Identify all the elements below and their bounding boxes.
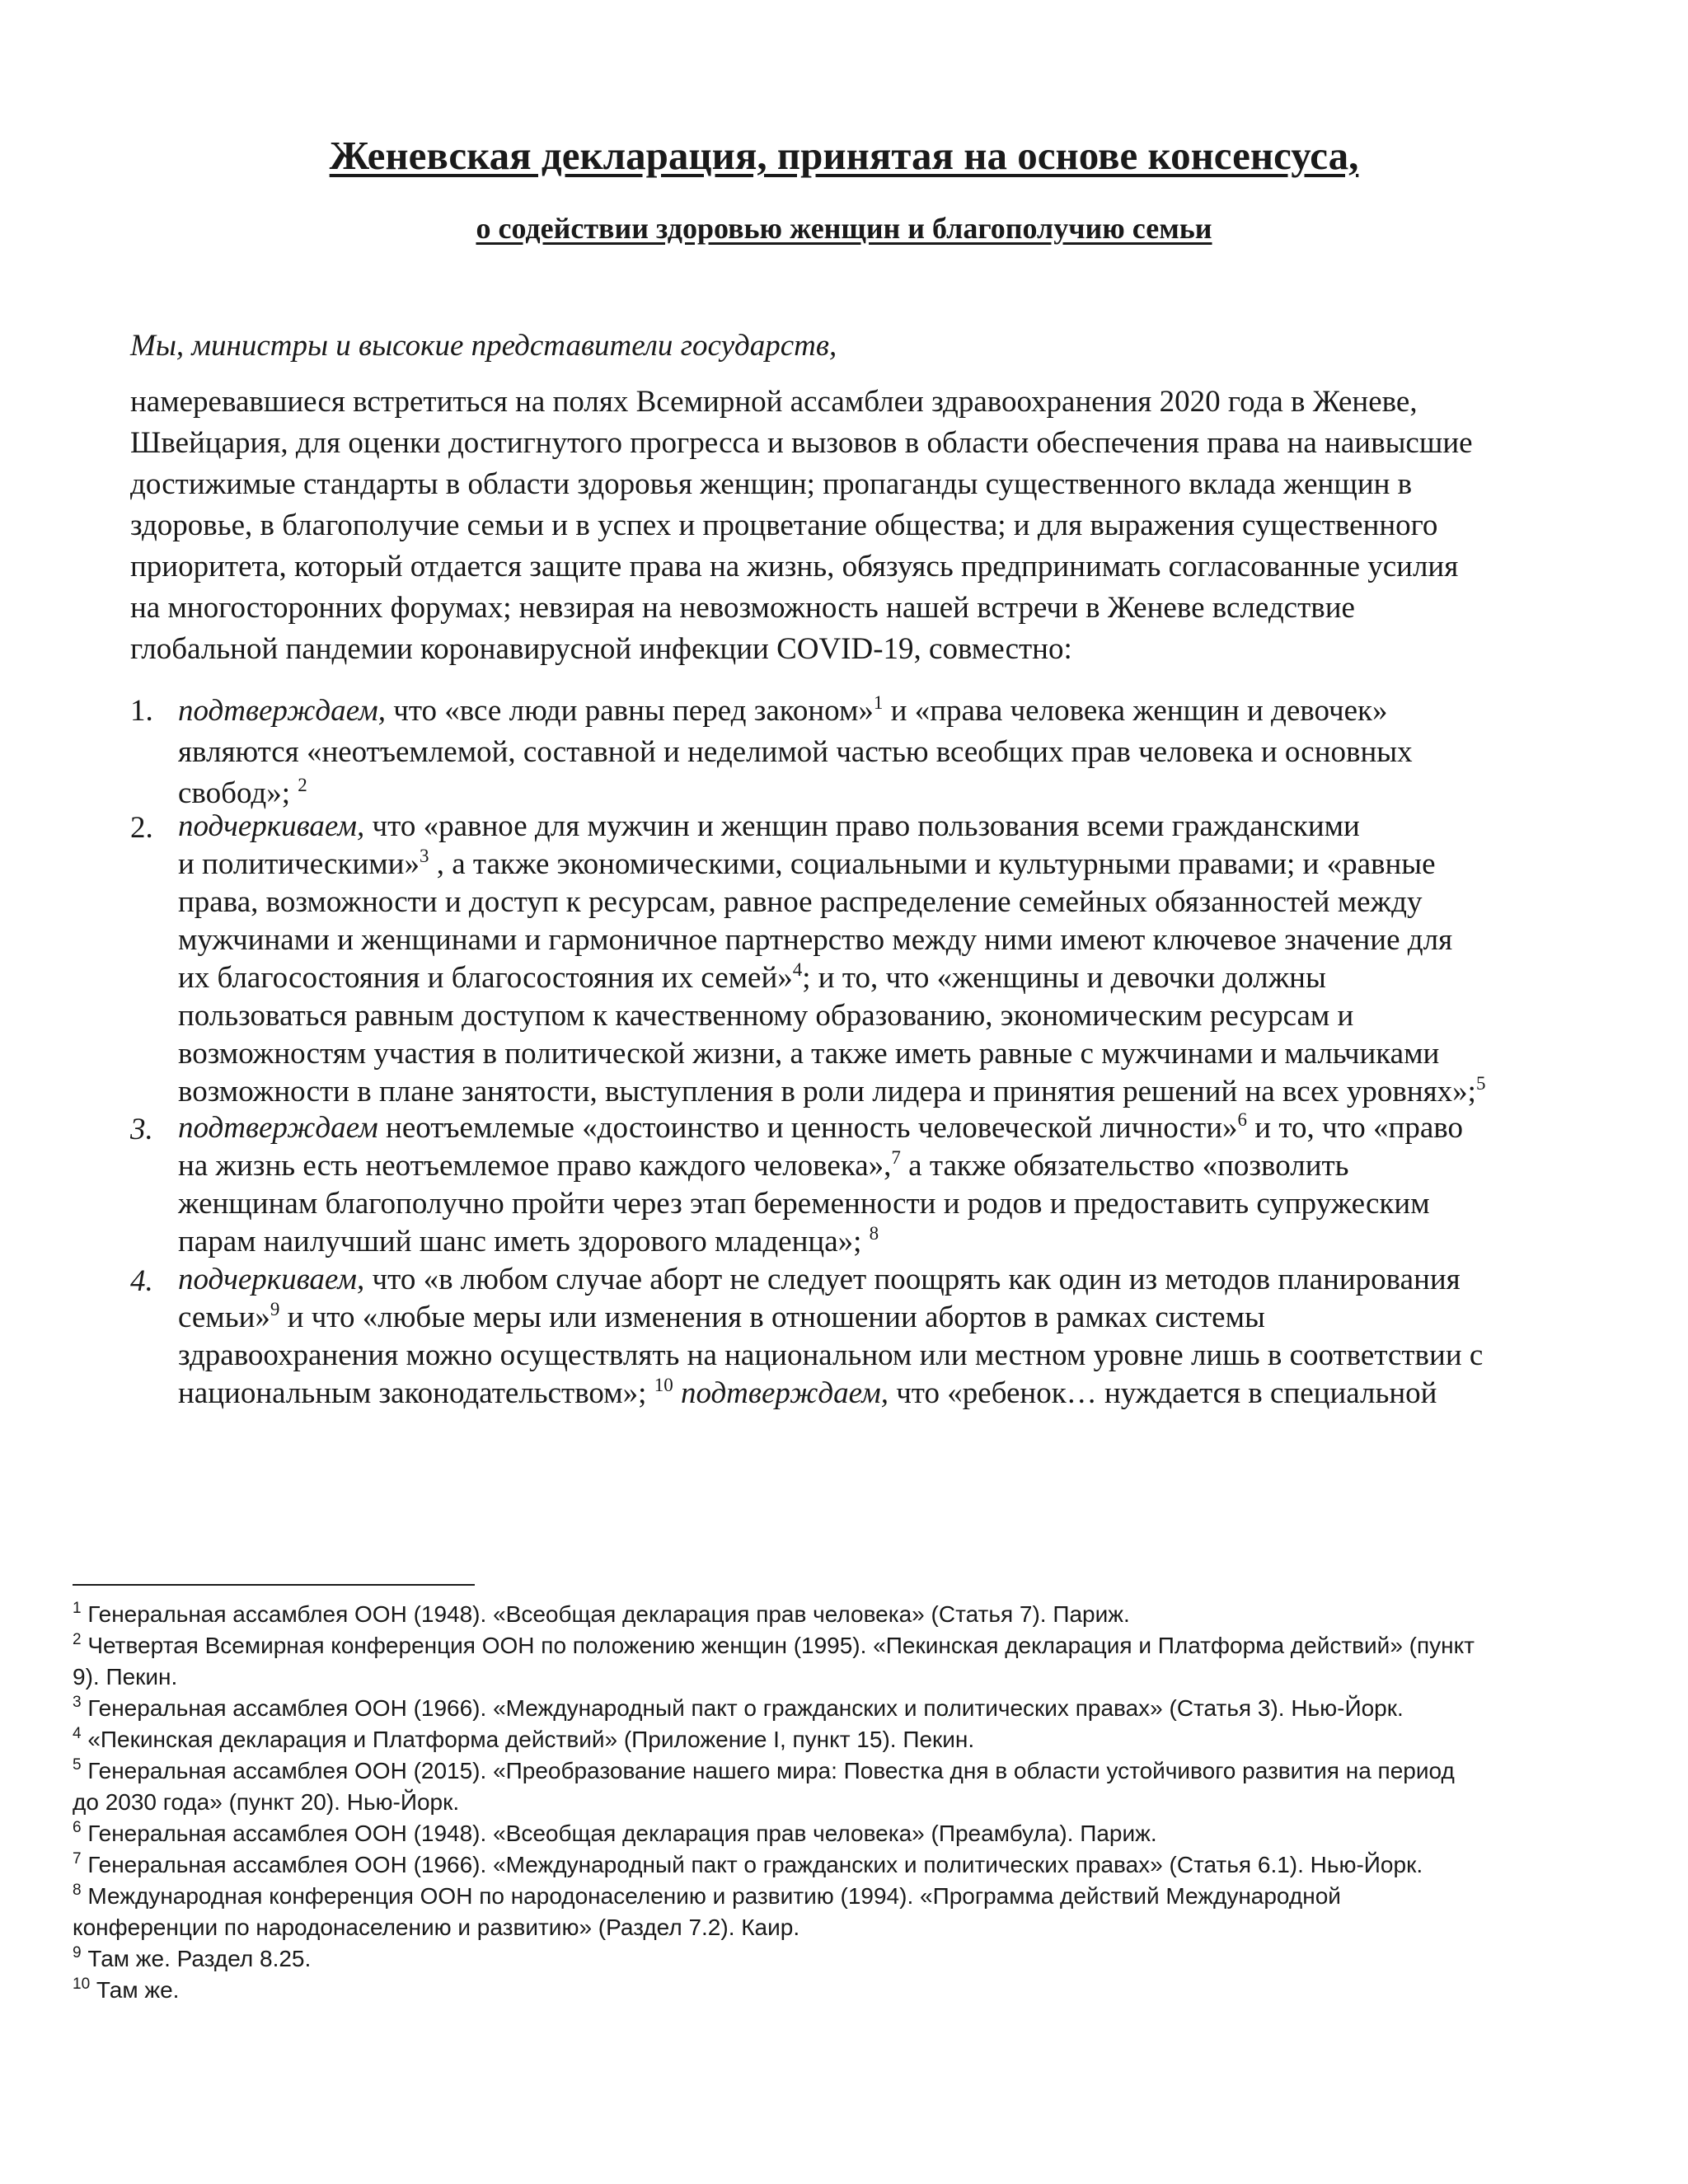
item-line: [178, 1223, 1629, 1261]
item-text: и то, что «право: [1247, 1111, 1463, 1145]
footnote: [73, 1912, 1622, 1943]
item-verb: подчеркиваем,: [178, 809, 365, 843]
item-verb: подтверждаем: [178, 1111, 378, 1145]
footnote-number: 10: [73, 1975, 91, 1993]
list-item-4: [178, 1261, 1629, 1413]
item-line: женщинам благополучно пройти через этап беременности и родов и предоставить супружеским: [178, 1187, 1430, 1221]
item-line: [178, 691, 1629, 732]
item-text: свобод»;: [178, 776, 298, 810]
footnote: [73, 1661, 1622, 1693]
document-subtitle: о содействии здоровью женщин и благополучию семьи: [476, 212, 1212, 245]
footnote-ref[interactable]: 6: [1237, 1109, 1248, 1130]
footnote: [73, 1693, 1622, 1724]
footnote-text: Генеральная ассамблея ООН (1966). «Международный пакт о гражданских и политических правах» (Статья 6.1). Нью-Йорк.: [81, 1852, 1423, 1877]
list-number: 4.: [130, 1264, 153, 1298]
footnote: [73, 1724, 1622, 1755]
item-text: а также обязательство «позволить: [900, 1149, 1349, 1183]
item-text: что «ребенок… нуждается в специальной: [888, 1376, 1437, 1410]
item-text: что «равное для мужчин и женщин право пользования всеми гражданскими: [364, 809, 1360, 843]
footnote-text: Там же.: [90, 1977, 180, 2003]
item-line: мужчинами и женщинами и гармоничное партнерство между ними имеют ключевое значение для: [178, 923, 1453, 957]
footnote-text: «Пекинская декларация и Платформа действий» (Приложение I, пункт 15). Пекин.: [81, 1727, 975, 1752]
item-verb: подтверждаем,: [178, 694, 387, 728]
footnote-ref[interactable]: 1: [873, 692, 884, 713]
footnote-ref[interactable]: 8: [869, 1223, 879, 1244]
footnote-ref[interactable]: 3: [419, 846, 429, 866]
list-item-1: [178, 691, 1629, 814]
footnote-ref[interactable]: 2: [298, 775, 307, 795]
footnote-text: Генеральная ассамблея ООН (1966). «Международный пакт о гражданских и политических правах» (Статья 3). Нью-Йорк.: [81, 1695, 1404, 1721]
item-verb: подтверждаем,: [673, 1376, 889, 1410]
footnote: [73, 1849, 1622, 1881]
item-line: здравоохранения можно осуществлять на национальном или местном уровне лишь в соответствии с: [178, 1338, 1484, 1372]
footnote-ref[interactable]: 7: [891, 1147, 901, 1168]
item-text: возможности в плане занятости, выступления в роли лидера и принятия решений на всех уровнях»;: [178, 1075, 1476, 1108]
footnote-number: 3: [73, 1694, 82, 1711]
item-text: и что «любые меры или изменения в отношении абортов в рамках системы: [279, 1301, 1265, 1334]
item-line: права, возможности и доступ к ресурсам, равное распределение семейных обязанностей между: [178, 885, 1423, 919]
item-line: [178, 1261, 1629, 1299]
preamble-line: на многосторонних форумах; невзирая на невозможность нашей встречи в Женеве вследствие: [130, 591, 1355, 625]
item-text: и «права человека женщин и девочек»: [883, 694, 1388, 728]
footnote: [73, 1787, 1622, 1818]
item-line: [178, 959, 1629, 997]
footnote-text: 9). Пекин.: [73, 1664, 178, 1690]
item-text: что «в любом случае аборт не следует поощрять как один из методов планирования: [364, 1263, 1461, 1296]
item-text: ; и то, что «женщины и девочки должны: [802, 961, 1326, 995]
item-text: на жизнь есть неотъемлемое право каждого человека»,: [178, 1149, 892, 1183]
item-line: пользоваться равным доступом к качественному образованию, экономическим ресурсам и: [178, 999, 1354, 1033]
footnote-number: 1: [73, 1600, 82, 1617]
footnote-ref[interactable]: 9: [270, 1299, 280, 1319]
footnote-text: Генеральная ассамблея ООН (1948). «Всеобщая декларация прав человека» (Преамбула). Париж.: [81, 1821, 1157, 1846]
footnote-text: Там же. Раздел 8.25.: [81, 1946, 312, 1971]
item-text: , а также экономическими, социальными и культурными правами; и «равные: [429, 847, 1436, 881]
footnote-text: до 2030 года» (пункт 20). Нью-Йорк.: [73, 1789, 460, 1815]
footnote-text: Генеральная ассамблея ООН (1948). «Всеобщая декларация прав человека» (Статья 7). Париж.: [81, 1601, 1130, 1627]
item-line: [178, 1299, 1629, 1337]
preamble-paragraph: [130, 382, 1614, 670]
footnote-text: Генеральная ассамблея ООН (2015). «Преобразование нашего мира: Повестка дня в области устойчивого развития на период: [81, 1758, 1455, 1783]
footnote-ref[interactable]: 10: [654, 1375, 673, 1395]
item-text: и политическими»: [178, 847, 420, 881]
list-item-3: [178, 1109, 1629, 1261]
footnote: [73, 1755, 1622, 1787]
footnote: [73, 1943, 1622, 1975]
preamble-line: здоровье, в благополучие семьи и в успех и процветание общества; и для выражения существенного: [130, 509, 1438, 542]
item-line: возможностям участия в политической жизни, а также иметь равные с мужчинами и мальчиками: [178, 1037, 1440, 1071]
footnote-text: Международная конференция ООН по народонаселению и развитию (1994). «Программа действий Международной: [81, 1883, 1341, 1909]
footnote: [73, 1881, 1622, 1912]
item-line: являются «неотъемлемой, составной и неделимой частью всеобщих прав человека и основных: [178, 735, 1413, 769]
preamble-line: глобальной пандемии коронавирусной инфекции COVID-19, совместно:: [130, 632, 1072, 666]
footnote-separator: [73, 1584, 475, 1586]
footnote: [73, 1599, 1622, 1630]
list-number: 3.: [130, 1113, 153, 1146]
item-text: их благосостояния и благосостояния их семей»: [178, 961, 793, 995]
item-text: парам наилучший шанс иметь здорового младенца»;: [178, 1225, 870, 1258]
preamble-line: приоритета, который отдается защите права на жизнь, обязуясь предпринимать согласованные усилия: [130, 550, 1459, 583]
footnote-number: 6: [73, 1819, 82, 1836]
item-line: [178, 1109, 1629, 1147]
footnotes-section: [73, 1599, 1622, 2006]
list-number: 1.: [130, 694, 153, 728]
footnote-ref[interactable]: 5: [1475, 1073, 1486, 1094]
item-line: [178, 846, 1629, 883]
footnote-text: конференции по народонаселению и развитию» (Раздел 7.2). Каир.: [73, 1915, 800, 1940]
item-line: [178, 808, 1629, 846]
document-title: Женевская декларация, принятая на основе консенсуса,: [329, 133, 1359, 178]
list-item-2: [178, 808, 1629, 1111]
footnote-number: 5: [73, 1756, 82, 1774]
footnote-number: 2: [73, 1631, 82, 1648]
item-text: семьи»: [178, 1301, 270, 1334]
item-line: [178, 1375, 1629, 1413]
preamble-line: намеревавшиеся встретиться на полях Всемирной ассамблеи здравоохранения 2020 года в Женеве,: [130, 385, 1418, 419]
footnote-number: 7: [73, 1850, 82, 1868]
item-verb: подчеркиваем,: [178, 1263, 365, 1296]
footnote-number: 8: [73, 1882, 82, 1899]
item-text: что «все люди равны перед законом»: [386, 694, 874, 728]
item-line: [178, 1147, 1629, 1185]
list-number: 2.: [130, 811, 153, 845]
item-text: неотъемлемые «достоинство и ценность человеческой личности»: [377, 1111, 1238, 1145]
footnote-text: Четвертая Всемирная конференция ООН по положению женщин (1995). «Пекинская декларация и Платформа действий» (пункт: [81, 1633, 1475, 1658]
footnote: [73, 1975, 1622, 2006]
footnote-number: 9: [73, 1944, 82, 1961]
footnote-ref[interactable]: 4: [792, 959, 803, 980]
preamble-line: достижимые стандарты в области здоровья женщин; пропаганды существенного вклада женщин в: [130, 467, 1413, 501]
item-text: национальным законодательством»;: [178, 1376, 654, 1410]
footnote-number: 4: [73, 1725, 82, 1742]
intro-line: Мы, министры и высокие представители государств,: [130, 329, 837, 363]
footnote: [73, 1630, 1622, 1661]
preamble-line: Швейцария, для оценки достигнутого прогресса и вызовов в области обеспечения права на наивысшие: [130, 426, 1473, 460]
item-line: [178, 1073, 1629, 1111]
footnote: [73, 1818, 1622, 1849]
